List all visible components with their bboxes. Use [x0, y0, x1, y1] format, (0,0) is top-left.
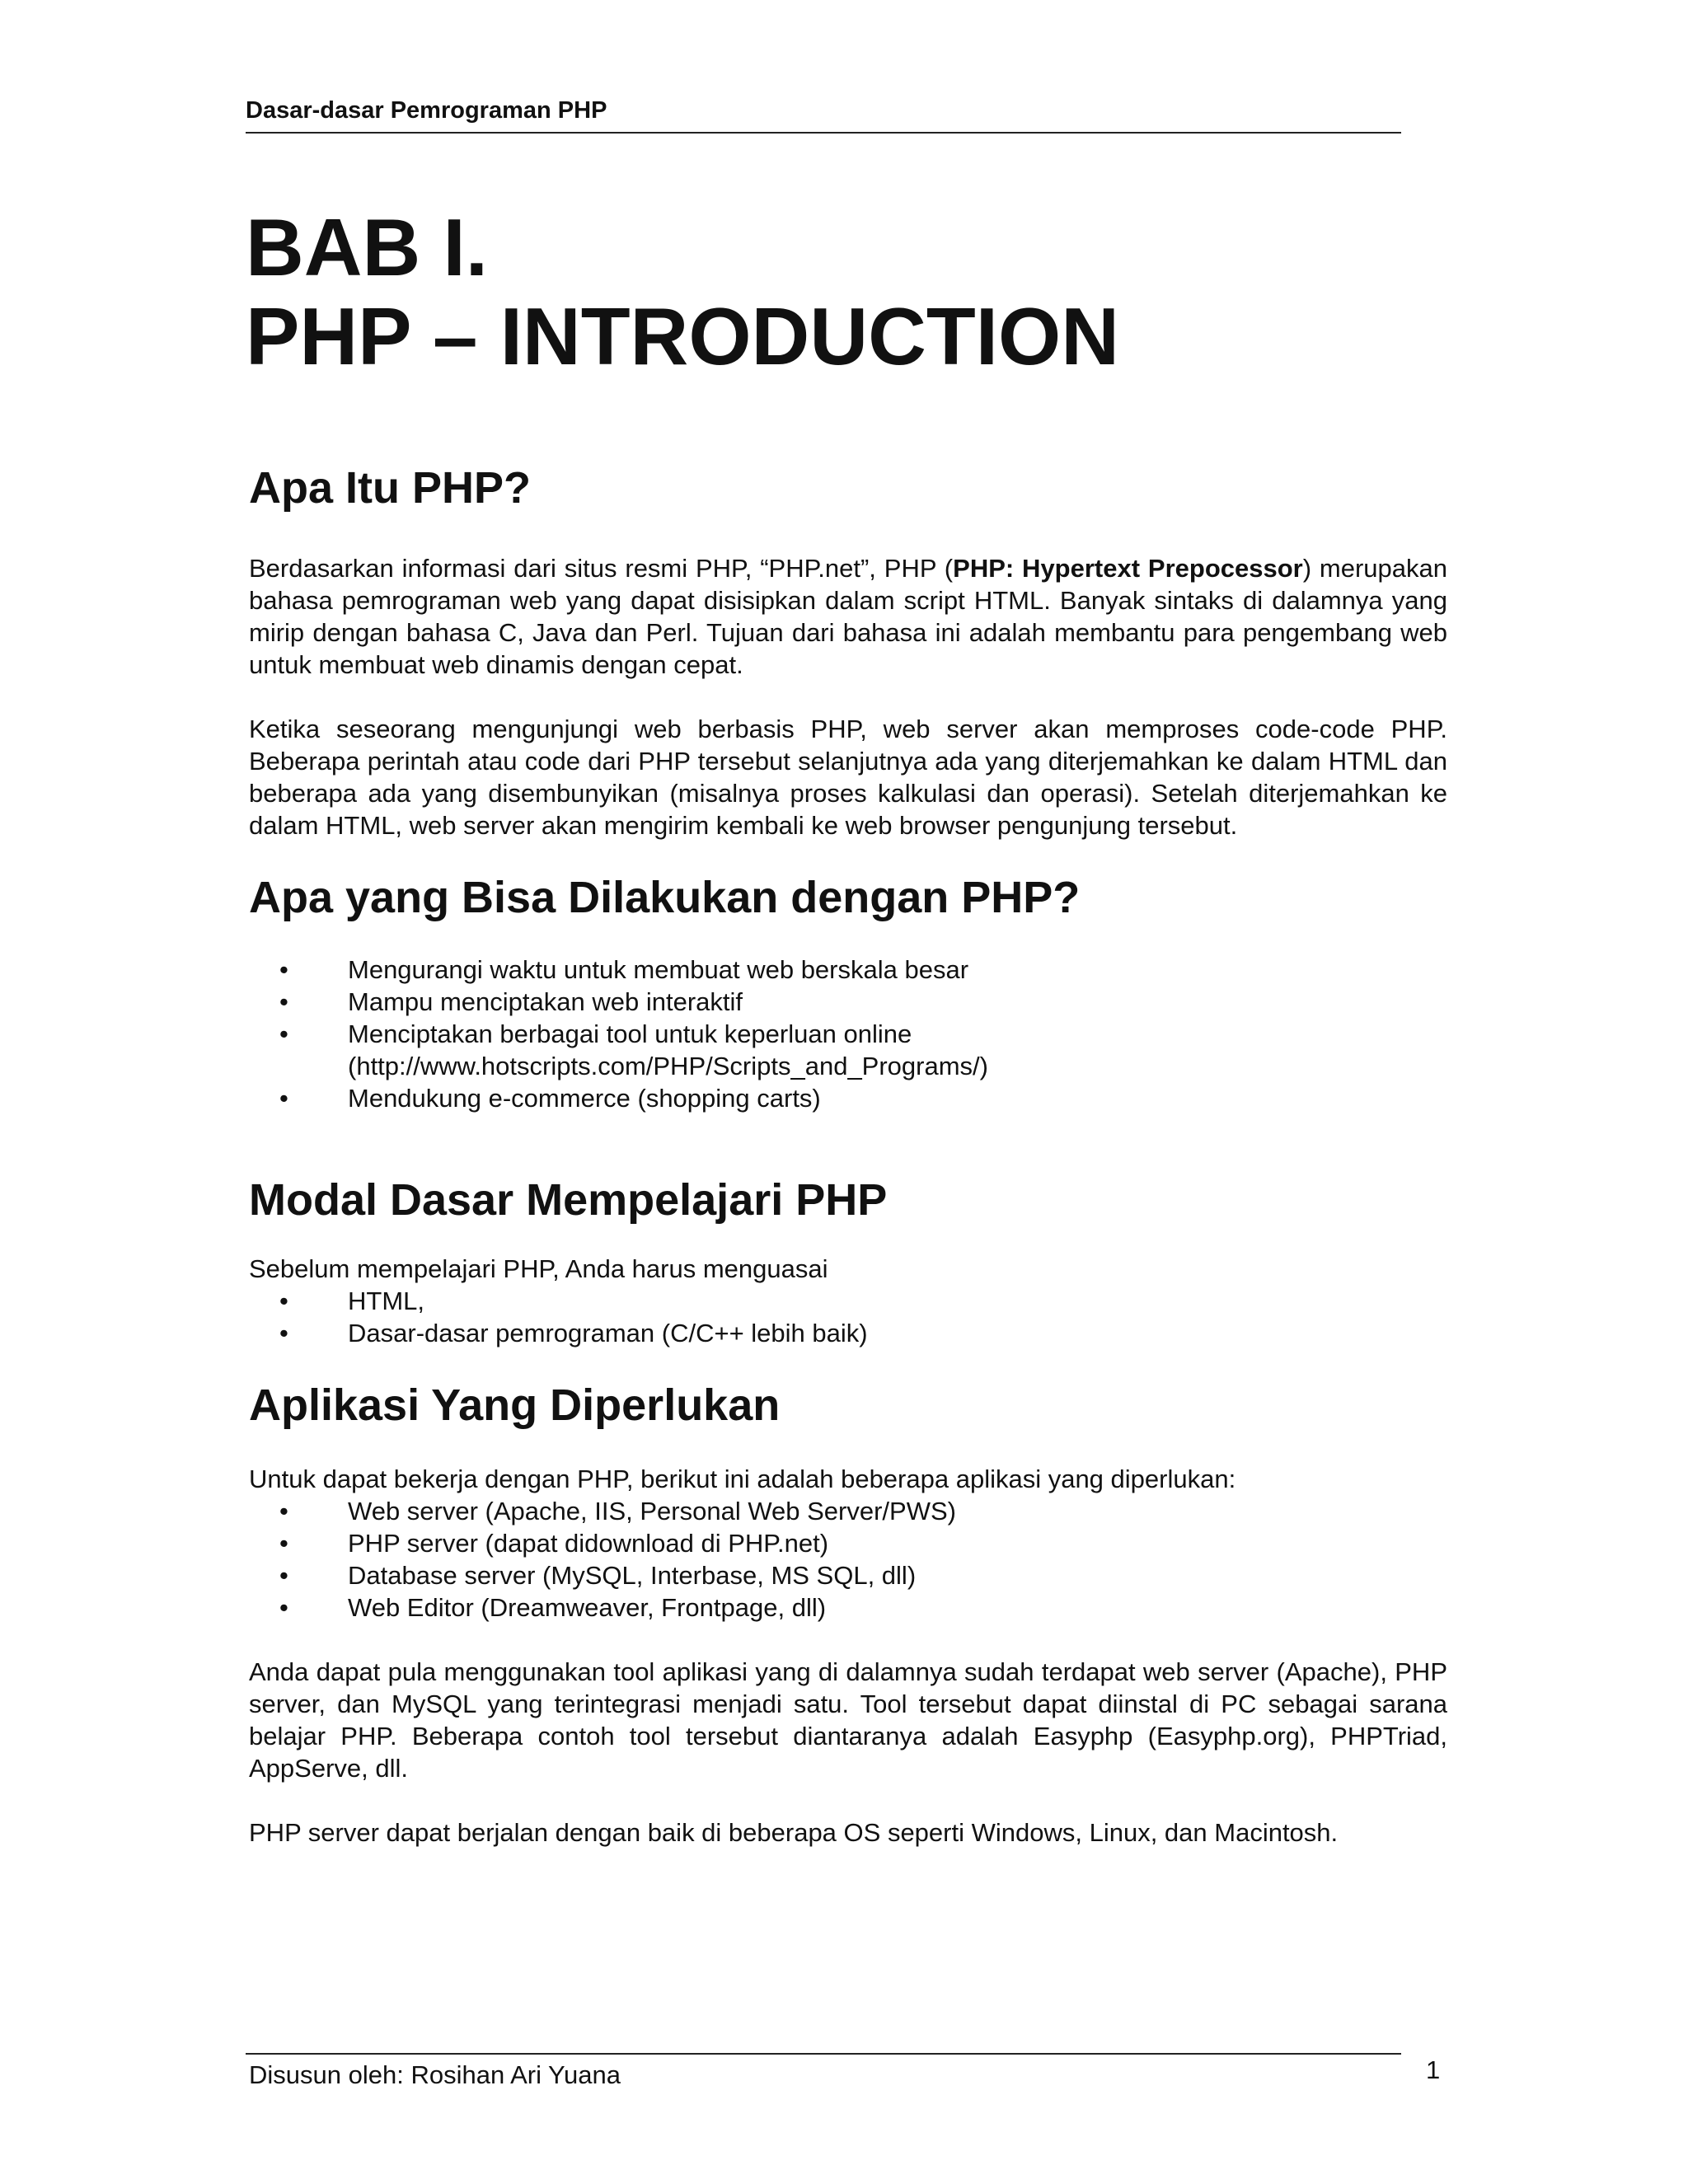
header-divider — [246, 132, 1401, 134]
chapter-name: PHP – INTRODUCTION — [246, 291, 1119, 382]
list-php-capabilities — [249, 954, 1447, 1114]
bullet-icon: • — [279, 1529, 288, 1558]
paragraph-applications-intro: Untuk dapat bekerja dengan PHP, berikut ini adalah beberapa aplikasi yang diperlukan: — [249, 1465, 1236, 1493]
section-heading-aplikasi: Aplikasi Yang Diperlukan — [249, 1380, 781, 1430]
list-item: • HTML, — [279, 1286, 424, 1315]
footer-author: Disusun oleh: Rosihan Ari Yuana — [249, 2060, 621, 2089]
paragraph-php-definition — [249, 552, 1447, 681]
footer-divider — [246, 2053, 1401, 2055]
bullet-icon: • — [279, 955, 288, 984]
bullet-icon: • — [279, 1561, 288, 1590]
bullet-icon: • — [279, 1084, 288, 1113]
paragraph-text: ) merupakan bahasa pemrograman web yang dapat disisipkan dalam script HTML. Banyak sintaks di dalamnya yang mirip dengan bahasa C, Java dan Perl. Tujuan dari bahasa ini adalah membantu para pengembang web untuk membuat web dinamis dengan cepat. — [249, 554, 1448, 679]
list-item: • Dasar-dasar pemrograman (C/C++ lebih baik) — [279, 1319, 868, 1347]
paragraph-os-support: PHP server dapat berjalan dengan baik di beberapa OS seperti Windows, Linux, dan Macintosh. — [249, 1818, 1339, 1847]
list-item: • PHP server (dapat didownload di PHP.net) — [279, 1529, 829, 1558]
list-item: • Web server (Apache, IIS, Personal Web Server/PWS) — [279, 1497, 956, 1526]
chapter-title — [246, 203, 1119, 381]
list-item-url: (http://www.hotscripts.com/PHP/Scripts_and_Programs/) — [348, 1052, 988, 1080]
bullet-icon: • — [279, 1019, 288, 1048]
list-item: • Mampu menciptakan web interaktif — [279, 987, 743, 1016]
list-item: • Mengurangi waktu untuk membuat web berskala besar — [279, 955, 969, 984]
list-applications — [249, 1495, 1447, 1624]
bullet-icon: • — [279, 1286, 288, 1315]
paragraph-bold-text: PHP: Hypertext Prepocessor — [953, 554, 1303, 583]
section-heading-apa-itu-php: Apa Itu PHP? — [249, 463, 532, 513]
main-content — [249, 462, 1447, 1849]
bullet-icon: • — [279, 1497, 288, 1526]
list-prerequisites — [249, 1285, 1447, 1349]
list-item: • Menciptakan berbagai tool untuk keperluan online (http://www.hotscripts.com/PHP/Scripts_and_Programs/) — [279, 1019, 988, 1080]
paragraph-prerequisites-intro: Sebelum mempelajari PHP, Anda harus menguasai — [249, 1254, 828, 1283]
list-item: • Mendukung e-commerce (shopping carts) — [279, 1084, 821, 1113]
bullet-icon: • — [279, 987, 288, 1016]
bullet-icon: • — [279, 1319, 288, 1347]
paragraph-php-process: Ketika seseorang mengunjungi web berbasis PHP, web server akan memproses code-code PHP. Beberapa perintah atau code dari PHP tersebut selanjutnya ada yang diterjemahkan ke dalam HTML dan beberapa ada yang disembunyikan (misalnya proses kalkulasi dan operasi). Setelah diterjemahkan ke dalam HTML, web server akan mengirim kembali ke web browser pengunjung tersebut. — [249, 715, 1447, 840]
section-heading-modal-dasar: Modal Dasar Mempelajari PHP — [249, 1175, 888, 1225]
paragraph-text: Berdasarkan informasi dari situs resmi PHP, “PHP.net”, PHP ( — [249, 554, 954, 583]
list-item: • Web Editor (Dreamweaver, Frontpage, dll) — [279, 1593, 827, 1622]
bullet-icon: • — [279, 1593, 288, 1622]
section-heading-apa-yang-bisa: Apa yang Bisa Dilakukan dengan PHP? — [249, 873, 1081, 922]
page-number: 1 — [1426, 2055, 1441, 2084]
paragraph-bundled-tools: Anda dapat pula menggunakan tool aplikasi yang di dalamnya sudah terdapat web server (Apache), PHP server, dan MySQL yang terintegrasi menjadi satu. Tool tersebut dapat diinstal di PC sebagai sarana belajar PHP. Beberapa contoh tool tersebut diantaranya adalah Easyphp (Easyphp.org), PHPTriad, AppServe, dll. — [249, 1657, 1447, 1783]
running-header: Dasar-dasar Pemrograman PHP — [246, 97, 607, 124]
chapter-number: BAB I. — [246, 202, 488, 293]
list-item: • Database server (MySQL, Interbase, MS SQL, dll) — [279, 1561, 917, 1590]
